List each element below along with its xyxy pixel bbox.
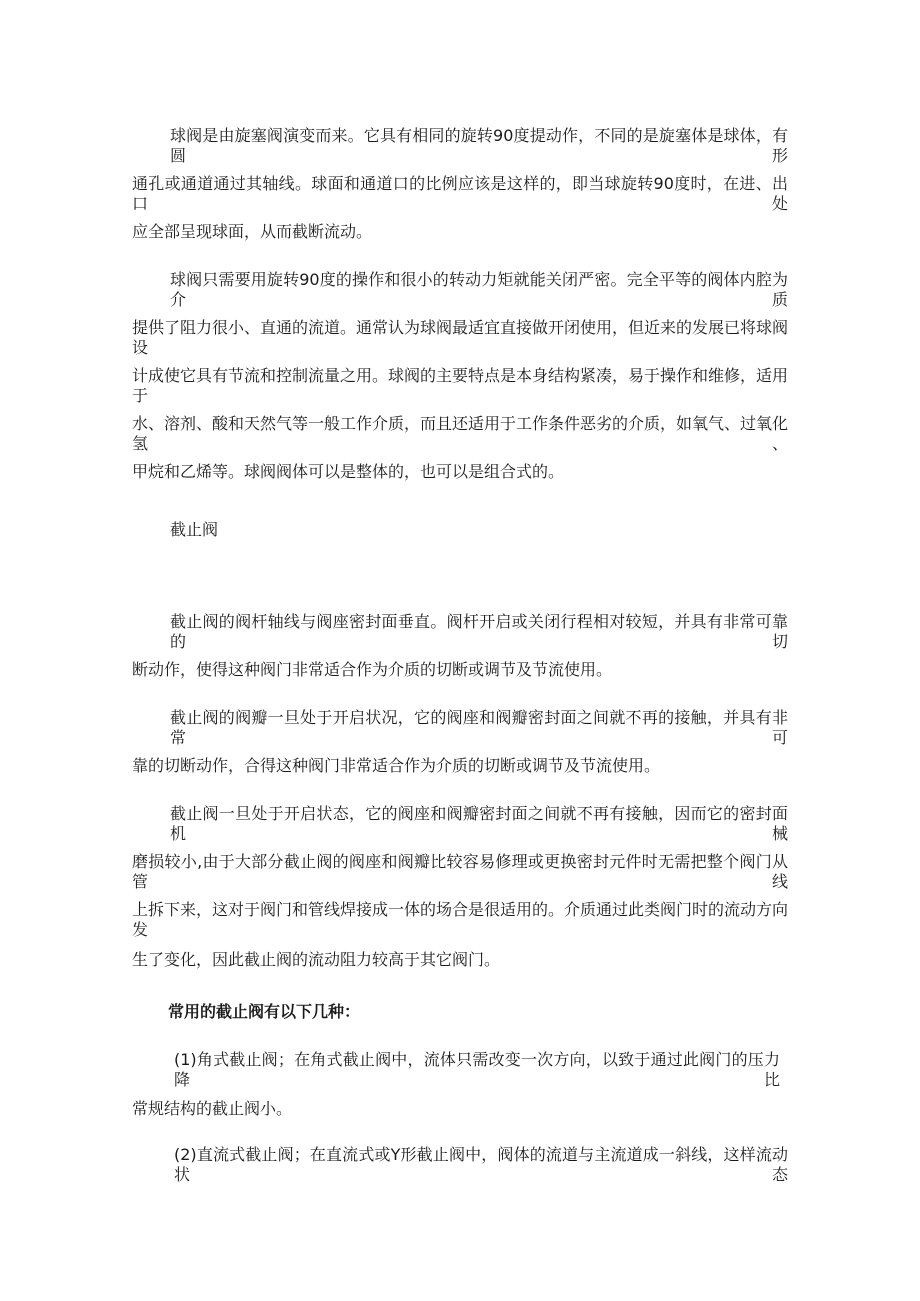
list-item-line: (2)直流式截止阀；在直流式或Y形截止阀中，阀体的流道与主流道成一斜线，这样流动状态 <box>174 1145 788 1184</box>
paragraph-line: 靠的切断动作，合得这种阀门非常适合作为介质的切断或调节及节流使用。 <box>132 756 661 775</box>
paragraph-line: 生了变化，因此截止阀的流动阻力较高于其它阀门。 <box>132 950 501 969</box>
paragraph-line: 磨损较小,由于大部分截止阀的阀座和阀瓣比较容易修理或更换密封元件时无需把整个阀门从管线 <box>132 852 788 891</box>
paragraph-line: 通孔或通道通过其轴线。球面和通道口的比例应该是这样的，即当球旋转90度时，在进、出口处 <box>132 174 788 213</box>
paragraph-line: 球阀只需要用旋转90度的操作和很小的转动力矩就能关闭严密。完全平等的阀体内腔为介质 <box>170 270 788 309</box>
list-item-line: 常规结构的截止阀小。 <box>132 1099 293 1118</box>
list-heading: 常用的截止阀有以下几种： <box>168 1002 361 1021</box>
section-heading: 截止阀 <box>170 520 219 539</box>
paragraph-line: 甲烷和乙烯等。球阀阀体可以是整体的，也可以是组合式的。 <box>132 462 565 481</box>
paragraph-line: 上拆下来，这对于阀门和管线焊接成一体的场合是很适用的。介质通过此类阀门时的流动方向发 <box>132 900 789 939</box>
paragraph-line: 计成使它具有节流和控制流量之用。球阀的主要特点是本身结构紧凑，易于操作和维修，适用于 <box>132 366 789 405</box>
paragraph-line: 截止阀的阀瓣一旦处于开启状况，它的阀座和阀瓣密封面之间就不再的接触，并具有非常可 <box>170 708 788 747</box>
paragraph-line: 应全部呈现球面，从而截断流动。 <box>132 222 373 241</box>
paragraph-line: 截止阀一旦处于开启状态，它的阀座和阀瓣密封面之间就不再有接触，因而它的密封面机械 <box>170 804 788 843</box>
paragraph-line: 球阀是由旋塞阀演变而来。它具有相同的旋转90度提动作，不同的是旋塞体是球体，有圆形 <box>170 126 788 165</box>
paragraph-line: 提供了阻力很小、直通的流道。通常认为球阀最适宜直接做开闭使用，但近来的发展已将球阀设 <box>132 318 789 357</box>
list-item-line: (1)角式截止阀；在角式截止阀中，流体只需改变一次方向，以致于通过此阀门的压力降比 <box>174 1050 780 1089</box>
paragraph-line: 断动作，使得这种阀门非常适合作为介质的切断或调节及节流使用。 <box>132 660 613 679</box>
paragraph-line: 截止阀的阀杆轴线与阀座密封面垂直。阀杆开启或关闭行程相对较短，并具有非常可靠的切 <box>170 612 788 651</box>
paragraph-line: 水、溶剂、酸和天然气等一般工作介质，而且还适用于工作条件恶劣的介质，如氧气、过氧化氢、 <box>132 414 789 453</box>
